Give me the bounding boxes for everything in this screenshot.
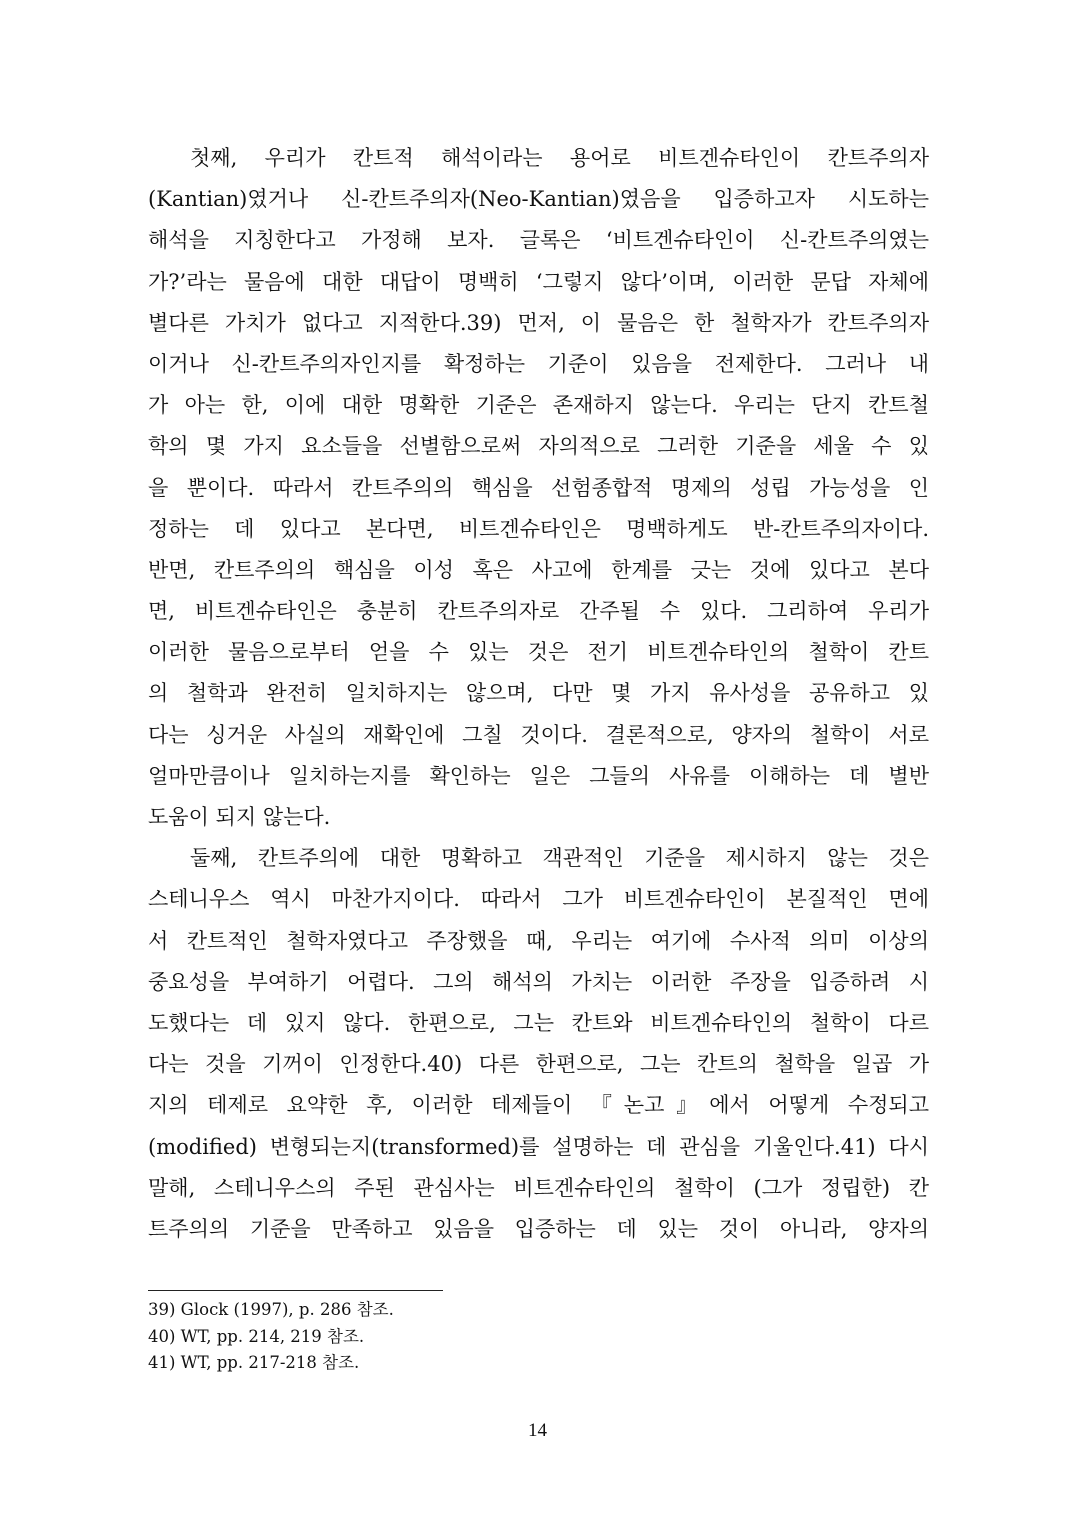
text-line: 학의 몇 가지 요소들을 선별함으로써 자의적으로 그러한 기준을 세울 수 있 [148,434,929,459]
text-line: 둘째, 칸트주의에 대한 명확하고 객관적인 기준을 제시하지 않는 것은 [190,846,929,871]
page-number: 14 [528,1420,547,1441]
text-line: 얼마만큼이나 일치하는지를 확인하는 일은 그들의 사유를 이해하는 데 별반 [148,763,929,788]
text-line: 을 뿐이다. 따라서 칸트주의의 핵심을 선험종합적 명제의 성립 가능성을 인 [148,475,929,500]
text-line: 지의 테제로 요약한 후, 이러한 테제들이 『논고』에서 어떻게 수정되고 [148,1093,929,1118]
text-line: 해석을 지칭한다고 가정해 보자. 글록은 ‘비트겐슈타인이 신-칸트주의였는 [148,228,929,253]
text-line: 도움이 되지 않는다. [148,805,331,829]
text-line: 서 칸트적인 철학자였다고 주장했을 때, 우리는 여기에 수사적 의미 이상의 [148,928,929,953]
footnote: 39) Glock (1997), p. 286 참조. [148,1300,394,1319]
text-line: 말해, 스테니우스의 주된 관심사는 비트겐슈타인의 철학이 (그가 정립한) 칸 [148,1175,929,1200]
text-line: 첫째, 우리가 칸트적 해석이라는 용어로 비트겐슈타인이 칸트주의자 [190,146,929,170]
text-line: 트주의의 기준을 만족하고 있음을 입증하는 데 있는 것이 아니라, 양자의 [148,1216,929,1241]
text-line: 도했다는 데 있지 않다. 한편으로, 그는 칸트와 비트겐슈타인의 철학이 다르 [148,1010,929,1035]
footnote: 40) WT, pp. 214, 219 참조. [148,1326,365,1346]
text-line: (modified) 변형되는지(transformed)를 설명하는 데 관심을 기울인다.41) 다시 [148,1134,929,1159]
text-line: 가?’라는 물음에 대한 대답이 명백히 ‘그렇지 않다’이며, 이러한 문답 자체에 [148,269,929,294]
text-line: 반면, 칸트주의의 핵심을 이성 혹은 사고에 한계를 긋는 것에 있다고 본다 [148,557,929,582]
text-line: 이거나 신-칸트주의자인지를 확정하는 기준이 있음을 전제한다. 그러나 내 [148,351,929,376]
text-line: 다는 것을 기꺼이 인정한다.40) 다른 한편으로, 그는 칸트의 철학을 일곱 가 [148,1052,929,1077]
text-line: 중요성을 부여하기 어렵다. 그의 해석의 가치는 이러한 주장을 입증하려 시 [148,969,929,994]
body-text [148,138,929,1250]
footnote: 41) WT, pp. 217-218 참조. [148,1353,360,1372]
text-line: 다는 싱거운 사실의 재확인에 그칠 것이다. 결론적으로, 양자의 철학이 서로 [148,722,929,747]
text-line: 별다른 가치가 없다고 지적한다.39) 먼저, 이 물음은 한 철학자가 칸트주의자 [148,310,929,335]
text-line: 스테니우스 역시 마찬가지이다. 따라서 그가 비트겐슈타인이 본질적인 면에 [148,887,929,912]
text-line: (Kantian)였거나 신-칸트주의자(Neo-Kantian)였음을 입증하고자 시도하는 [148,187,929,212]
footnotes [148,1297,648,1377]
text-line: 의 철학과 완전히 일치하지는 않으며, 다만 몇 가지 유사성을 공유하고 있 [148,681,929,706]
text-line: 가 아는 한, 이에 대한 명확한 기준은 존재하지 않는다. 우리는 단지 칸트철 [148,393,929,418]
text-line: 이러한 물음으로부터 얻을 수 있는 것은 전기 비트겐슈타인의 철학이 칸트 [148,640,929,665]
text-line: 면, 비트겐슈타인은 충분히 칸트주의자로 간주될 수 있다. 그리하여 우리가 [148,599,929,624]
footnote-divider [148,1290,443,1291]
text-line: 정하는 데 있다고 본다면, 비트겐슈타인은 명백하게도 반-칸트주의자이다. [148,516,929,541]
